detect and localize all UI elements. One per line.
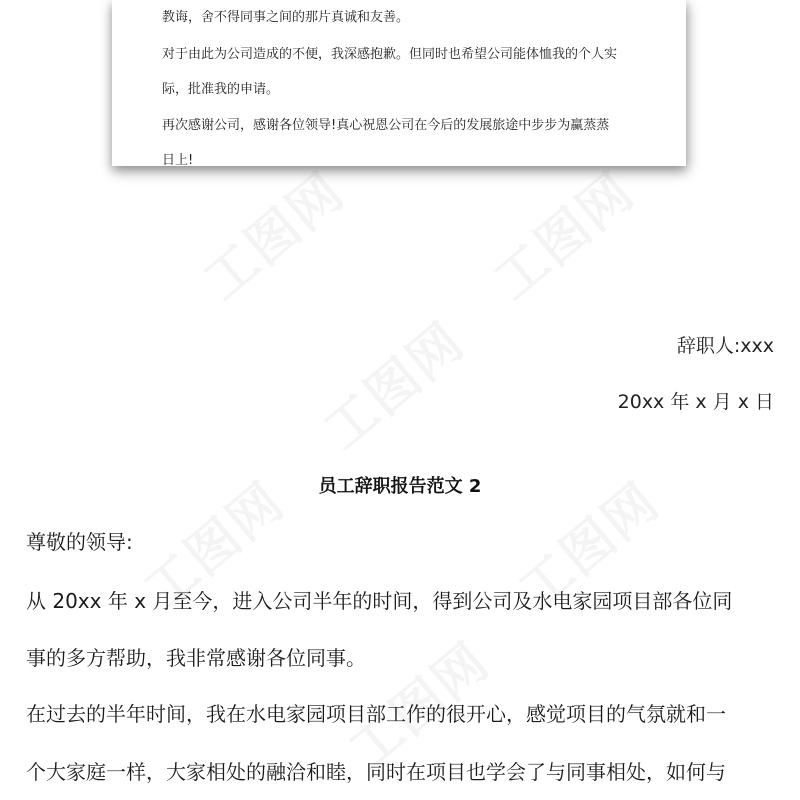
watermark [185,152,357,314]
signature-date: 20xx 年 x 月 x 日 [617,391,774,413]
letter-line: 教诲，舍不得同事之间的那片真诚和友善。 [162,10,410,25]
body-line: 在过去的半年时间，我在水电家园项目部工作的很开心，感觉项目的气氛就和一 [26,702,726,726]
salutation: 尊敬的领导: [26,530,133,554]
body-line: 事的多方帮助，我非常感谢各位同事。 [26,646,366,670]
letter-line: 际，批准我的申请。 [162,82,280,97]
body-line: 个大家庭一样，大家相处的融洽和睦，同时在项目也学会了与同事相处，如何与 [26,760,726,784]
section-title: 员工辞职报告范文 2 [318,476,482,497]
body-line: 从 20xx 年 x 月至今，进入公司半年的时间，得到公司及水电家园项目部各位同 [26,589,733,613]
letter-line: 对于由此为公司造成的不便，我深感抱歉。但同时也希望公司能体恤我的个人实 [162,47,618,62]
previous-letter-card [112,0,686,166]
watermark [475,152,647,314]
letter-line: 再次感谢公司，感谢各位领导!真心祝恩公司在今后的发展旅途中步步为赢蒸蒸 [162,118,610,133]
letter-line: 日上! [162,153,194,168]
signature-name: 辞职人:xxx [676,335,774,357]
watermark [305,302,477,464]
